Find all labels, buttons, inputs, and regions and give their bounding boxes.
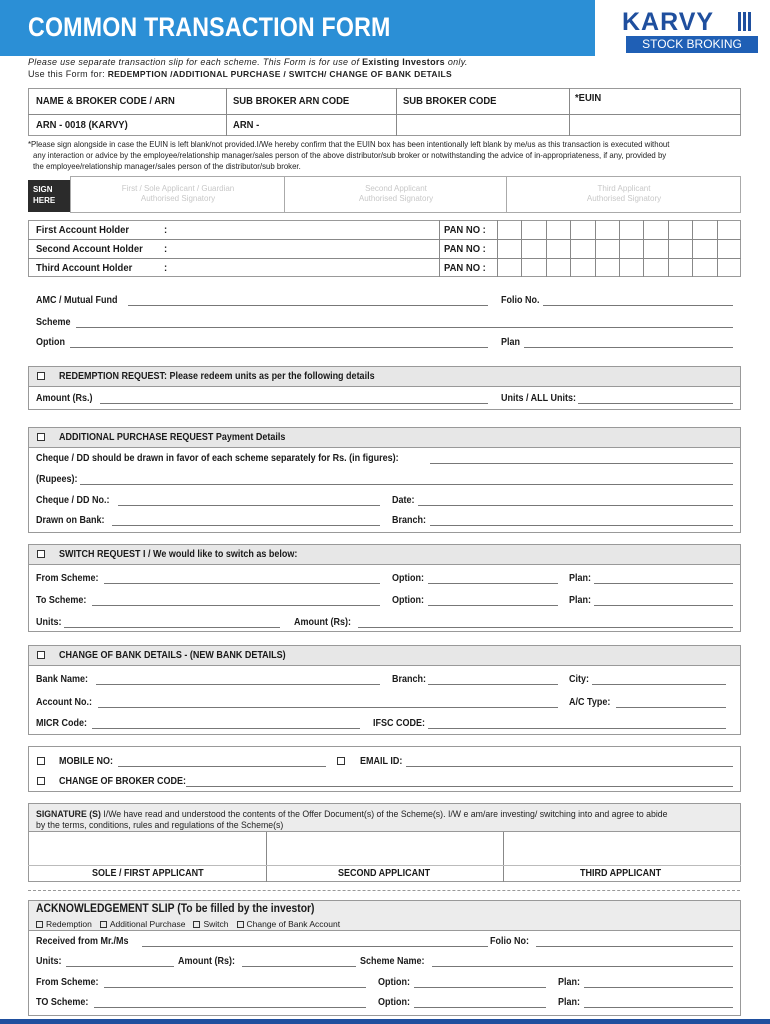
ack-to-plan-label: Plan: bbox=[558, 997, 581, 1008]
euin-note-line-3: the employee/relationship manager/sales person of the distributor/sub broker. bbox=[33, 161, 301, 171]
intro-line-1: Please use separate transaction slip for each scheme. This Form is for use of Existing Investors only. bbox=[28, 57, 468, 67]
rupees-field[interactable] bbox=[80, 484, 733, 485]
mobile-checkbox[interactable] bbox=[37, 757, 45, 765]
ack-options bbox=[36, 919, 340, 929]
bank-name-label: Bank Name: bbox=[36, 674, 89, 685]
logo-bars-icon bbox=[738, 12, 753, 36]
redemption-amount-field[interactable] bbox=[100, 403, 488, 404]
account-no-field[interactable] bbox=[98, 707, 558, 708]
drawn-on-field[interactable] bbox=[112, 525, 380, 526]
broker-change-label: CHANGE OF BROKER CODE: bbox=[59, 776, 187, 787]
purchase-branch-field[interactable] bbox=[430, 525, 733, 526]
mobile-label: MOBILE NO: bbox=[59, 756, 113, 767]
first-holder-pan-label: PAN NO : bbox=[444, 224, 486, 236]
received-from-label: Received from Mr./Ms bbox=[36, 936, 129, 947]
ack-option-checkbox[interactable] bbox=[100, 921, 107, 928]
email-label: EMAIL ID: bbox=[360, 756, 403, 767]
ac-type-label: A/C Type: bbox=[569, 697, 611, 708]
logo-text: KARVY bbox=[622, 8, 715, 36]
cheque-favor-label: Cheque / DD should be drawn in favor of each scheme separately for Rs. (in figures): bbox=[36, 453, 399, 464]
date-field[interactable] bbox=[418, 505, 733, 506]
redemption-checkbox[interactable] bbox=[37, 372, 45, 380]
bank-branch-label: Branch: bbox=[392, 674, 427, 685]
to-scheme-label: To Scheme: bbox=[36, 595, 87, 606]
header-band bbox=[0, 0, 595, 56]
pan-box-divider bbox=[619, 220, 620, 277]
ack-option-label: Change of Bank Account bbox=[246, 919, 341, 929]
broker-change-field[interactable] bbox=[186, 786, 733, 787]
euin-note-line-1: *Please sign alongside in case the EUIN is left blank/not provided.I/We hereby confirm that the EUIN box has been intentionally left blank by me/us as this transaction is executed without bbox=[28, 139, 670, 149]
ack-units-field[interactable] bbox=[66, 966, 174, 967]
ack-scheme-name-field[interactable] bbox=[432, 966, 733, 967]
sign-slot-first[interactable]: First / Sole Applicant / Guardian Authorised Signatory bbox=[121, 184, 235, 203]
sub-broker-arn-value[interactable]: ARN - bbox=[233, 119, 260, 131]
karvy-logo bbox=[616, 8, 768, 54]
mobile-field[interactable] bbox=[118, 766, 326, 767]
ack-to-option-label: Option: bbox=[378, 997, 410, 1008]
pan-box-divider bbox=[595, 220, 596, 277]
micr-field[interactable] bbox=[92, 728, 360, 729]
pan-box-divider bbox=[717, 220, 718, 277]
third-holder-label: Third Account Holder bbox=[36, 262, 133, 274]
ack-option-label: Additional Purchase bbox=[109, 919, 186, 929]
email-checkbox[interactable] bbox=[337, 757, 345, 765]
broker-change-checkbox[interactable] bbox=[37, 777, 45, 785]
second-holder-pan-label: PAN NO : bbox=[444, 243, 486, 255]
bottom-bar bbox=[0, 1019, 770, 1024]
sign-slot-second[interactable]: Second Applicant Authorised Signatory bbox=[358, 184, 434, 203]
euin-field[interactable] bbox=[575, 119, 719, 131]
third-applicant-sign-box[interactable] bbox=[505, 834, 739, 864]
pan-box-divider bbox=[643, 220, 644, 277]
header-euin: *EUIN bbox=[575, 92, 602, 104]
pan-box-divider bbox=[668, 220, 669, 277]
to-plan-field[interactable] bbox=[594, 605, 733, 606]
first-holder-colon: : bbox=[164, 224, 168, 236]
account-no-label: Account No.: bbox=[36, 697, 92, 708]
ack-from-scheme-field[interactable] bbox=[104, 987, 366, 988]
ack-option-checkbox[interactable] bbox=[237, 921, 244, 928]
bank-branch-field[interactable] bbox=[428, 684, 558, 685]
ack-option-2[interactable] bbox=[193, 919, 228, 929]
signature-text-line-1: SIGNATURE (S) I/We have read and understood the contents of the Offer Document(s) of the Scheme(s). I/W e am/are investing/ switching into and agree to abide bbox=[36, 809, 668, 820]
to-scheme-field[interactable] bbox=[92, 605, 380, 606]
ack-amount-label: Amount (Rs): bbox=[178, 956, 235, 967]
bank-checkbox[interactable] bbox=[37, 651, 45, 659]
second-applicant-sign-box[interactable] bbox=[268, 834, 501, 864]
ifsc-label: IFSC CODE: bbox=[373, 718, 426, 729]
from-scheme-field[interactable] bbox=[104, 583, 380, 584]
option-field[interactable] bbox=[70, 347, 488, 348]
ack-to-scheme-field[interactable] bbox=[94, 1007, 366, 1008]
pan-box-divider bbox=[521, 220, 522, 277]
amc-label: AMC / Mutual Fund bbox=[36, 295, 118, 306]
to-option-field[interactable] bbox=[428, 605, 558, 606]
purchase-checkbox[interactable] bbox=[37, 433, 45, 441]
ack-from-option-label: Option: bbox=[378, 977, 410, 988]
from-scheme-label: From Scheme: bbox=[36, 573, 99, 584]
folio-field[interactable] bbox=[543, 305, 733, 306]
third-holder-colon: : bbox=[164, 262, 168, 274]
purchase-branch-label: Branch: bbox=[392, 515, 427, 526]
third-applicant-label: THIRD APPLICANT bbox=[580, 868, 662, 879]
intro-line-2: Use this Form for: REDEMPTION /ADDITIONAL PURCHASE / SWITCH/ CHANGE OF BANK DETAILS bbox=[28, 69, 452, 79]
switch-title: SWITCH REQUEST I / We would like to switch as below: bbox=[59, 549, 298, 560]
from-plan-field[interactable] bbox=[594, 583, 733, 584]
signature-text-line-2: by the terms, conditions, rules and regulations of the Scheme(s) bbox=[36, 820, 284, 831]
ifsc-field[interactable] bbox=[428, 728, 726, 729]
amc-field[interactable] bbox=[128, 305, 488, 306]
logo-subtitle: STOCK BROKING bbox=[626, 36, 758, 53]
plan-field[interactable] bbox=[524, 347, 733, 348]
ack-from-plan-label: Plan: bbox=[558, 977, 581, 988]
micr-label: MICR Code: bbox=[36, 718, 88, 729]
ack-option-checkbox[interactable] bbox=[193, 921, 200, 928]
ack-scheme-name-label: Scheme Name: bbox=[360, 956, 425, 967]
ack-folio-field[interactable] bbox=[536, 946, 733, 947]
redemption-title: REDEMPTION REQUEST: Please redeem units as per the following details bbox=[59, 371, 375, 382]
sign-slot-third[interactable]: Third Applicant Authorised Signatory bbox=[586, 184, 662, 203]
to-option-label: Option: bbox=[392, 595, 424, 606]
ack-title: ACKNOWLEDGEMENT SLIP (To be filled by the investor) bbox=[36, 903, 315, 915]
ack-option-checkbox[interactable] bbox=[36, 921, 43, 928]
cheque-no-label: Cheque / DD No.: bbox=[36, 495, 110, 506]
second-holder-colon: : bbox=[164, 243, 168, 255]
plan-label: Plan bbox=[501, 337, 521, 348]
bank-name-field[interactable] bbox=[96, 684, 380, 685]
ack-folio-label: Folio No: bbox=[490, 936, 529, 947]
redemption-units-label: Units / ALL Units: bbox=[501, 393, 577, 404]
pan-box-divider bbox=[692, 220, 693, 277]
second-applicant-label: SECOND APPLICANT bbox=[338, 868, 431, 879]
third-holder-pan-label: PAN NO : bbox=[444, 262, 486, 274]
euin-note-line-2: any interaction or advice by the employee/relationship manager/sales person of the above distributor/sub broker or notwithstanding the advice of in-appropriateness, if any, provided by bbox=[33, 150, 667, 160]
switch-amount-label: Amount (Rs): bbox=[294, 617, 351, 628]
pan-box-divider bbox=[546, 220, 547, 277]
cut-line bbox=[28, 890, 740, 891]
sub-broker-code-field[interactable] bbox=[403, 119, 547, 131]
cheque-amount-field[interactable] bbox=[430, 463, 733, 464]
ack-option-3[interactable] bbox=[237, 919, 341, 929]
ack-from-scheme-label: From Scheme: bbox=[36, 977, 99, 988]
folio-label: Folio No. bbox=[501, 295, 540, 306]
ack-option-label: Redemption bbox=[46, 919, 92, 929]
redemption-units-field[interactable] bbox=[578, 403, 733, 404]
first-holder-label: First Account Holder bbox=[36, 224, 130, 236]
scheme-field[interactable] bbox=[76, 327, 733, 328]
switch-amount-field[interactable] bbox=[358, 627, 733, 628]
ack-to-plan-field[interactable] bbox=[584, 1007, 733, 1008]
ack-units-label: Units: bbox=[36, 956, 62, 967]
ack-from-option-field[interactable] bbox=[414, 987, 546, 988]
bank-city-field[interactable] bbox=[592, 684, 726, 685]
header-sub-broker-code: SUB BROKER CODE bbox=[403, 95, 497, 107]
purchase-title: ADDITIONAL PURCHASE REQUEST Payment Details bbox=[59, 432, 286, 443]
drawn-on-label: Drawn on Bank: bbox=[36, 515, 105, 526]
scheme-label: Scheme bbox=[36, 317, 71, 328]
ack-to-option-field[interactable] bbox=[414, 1007, 546, 1008]
ack-option-0[interactable] bbox=[36, 919, 92, 929]
from-option-label: Option: bbox=[392, 573, 424, 584]
bank-city-label: City: bbox=[569, 674, 590, 685]
switch-units-label: Units: bbox=[36, 617, 62, 628]
ack-to-scheme-label: TO Scheme: bbox=[36, 997, 89, 1008]
ack-from-plan-field[interactable] bbox=[584, 987, 733, 988]
from-plan-label: Plan: bbox=[569, 573, 592, 584]
ack-amount-field[interactable] bbox=[242, 966, 356, 967]
switch-checkbox[interactable] bbox=[37, 550, 45, 558]
ack-option-label: Switch bbox=[203, 919, 229, 929]
broker-code-value[interactable]: ARN - 0018 (KARVY) bbox=[36, 119, 128, 131]
sign-here-tag: SIGN HERE bbox=[28, 180, 70, 212]
received-from-field[interactable] bbox=[142, 946, 488, 947]
from-option-field[interactable] bbox=[428, 583, 558, 584]
sole-applicant-label: SOLE / FIRST APPLICANT bbox=[92, 868, 204, 879]
second-holder-label: Second Account Holder bbox=[36, 243, 143, 255]
cheque-no-field[interactable] bbox=[118, 505, 380, 506]
switch-units-field[interactable] bbox=[64, 627, 280, 628]
redemption-amount-label: Amount (Rs.) bbox=[36, 393, 93, 404]
sole-applicant-sign-box[interactable] bbox=[30, 834, 264, 864]
header-broker-code: NAME & BROKER CODE / ARN bbox=[36, 95, 175, 107]
header-sub-broker-arn: SUB BROKER ARN CODE bbox=[233, 95, 350, 107]
to-plan-label: Plan: bbox=[569, 595, 592, 606]
form-title: COMMON TRANSACTION FORM bbox=[28, 12, 391, 42]
option-label: Option bbox=[36, 337, 65, 348]
email-field[interactable] bbox=[406, 766, 733, 767]
rupees-label: (Rupees): bbox=[36, 474, 78, 485]
bank-title: CHANGE OF BANK DETAILS - (NEW BANK DETAILS) bbox=[59, 650, 286, 661]
ack-option-1[interactable] bbox=[100, 919, 186, 929]
date-label: Date: bbox=[392, 495, 415, 506]
pan-box-divider bbox=[570, 220, 571, 277]
ac-type-field[interactable] bbox=[616, 707, 726, 708]
